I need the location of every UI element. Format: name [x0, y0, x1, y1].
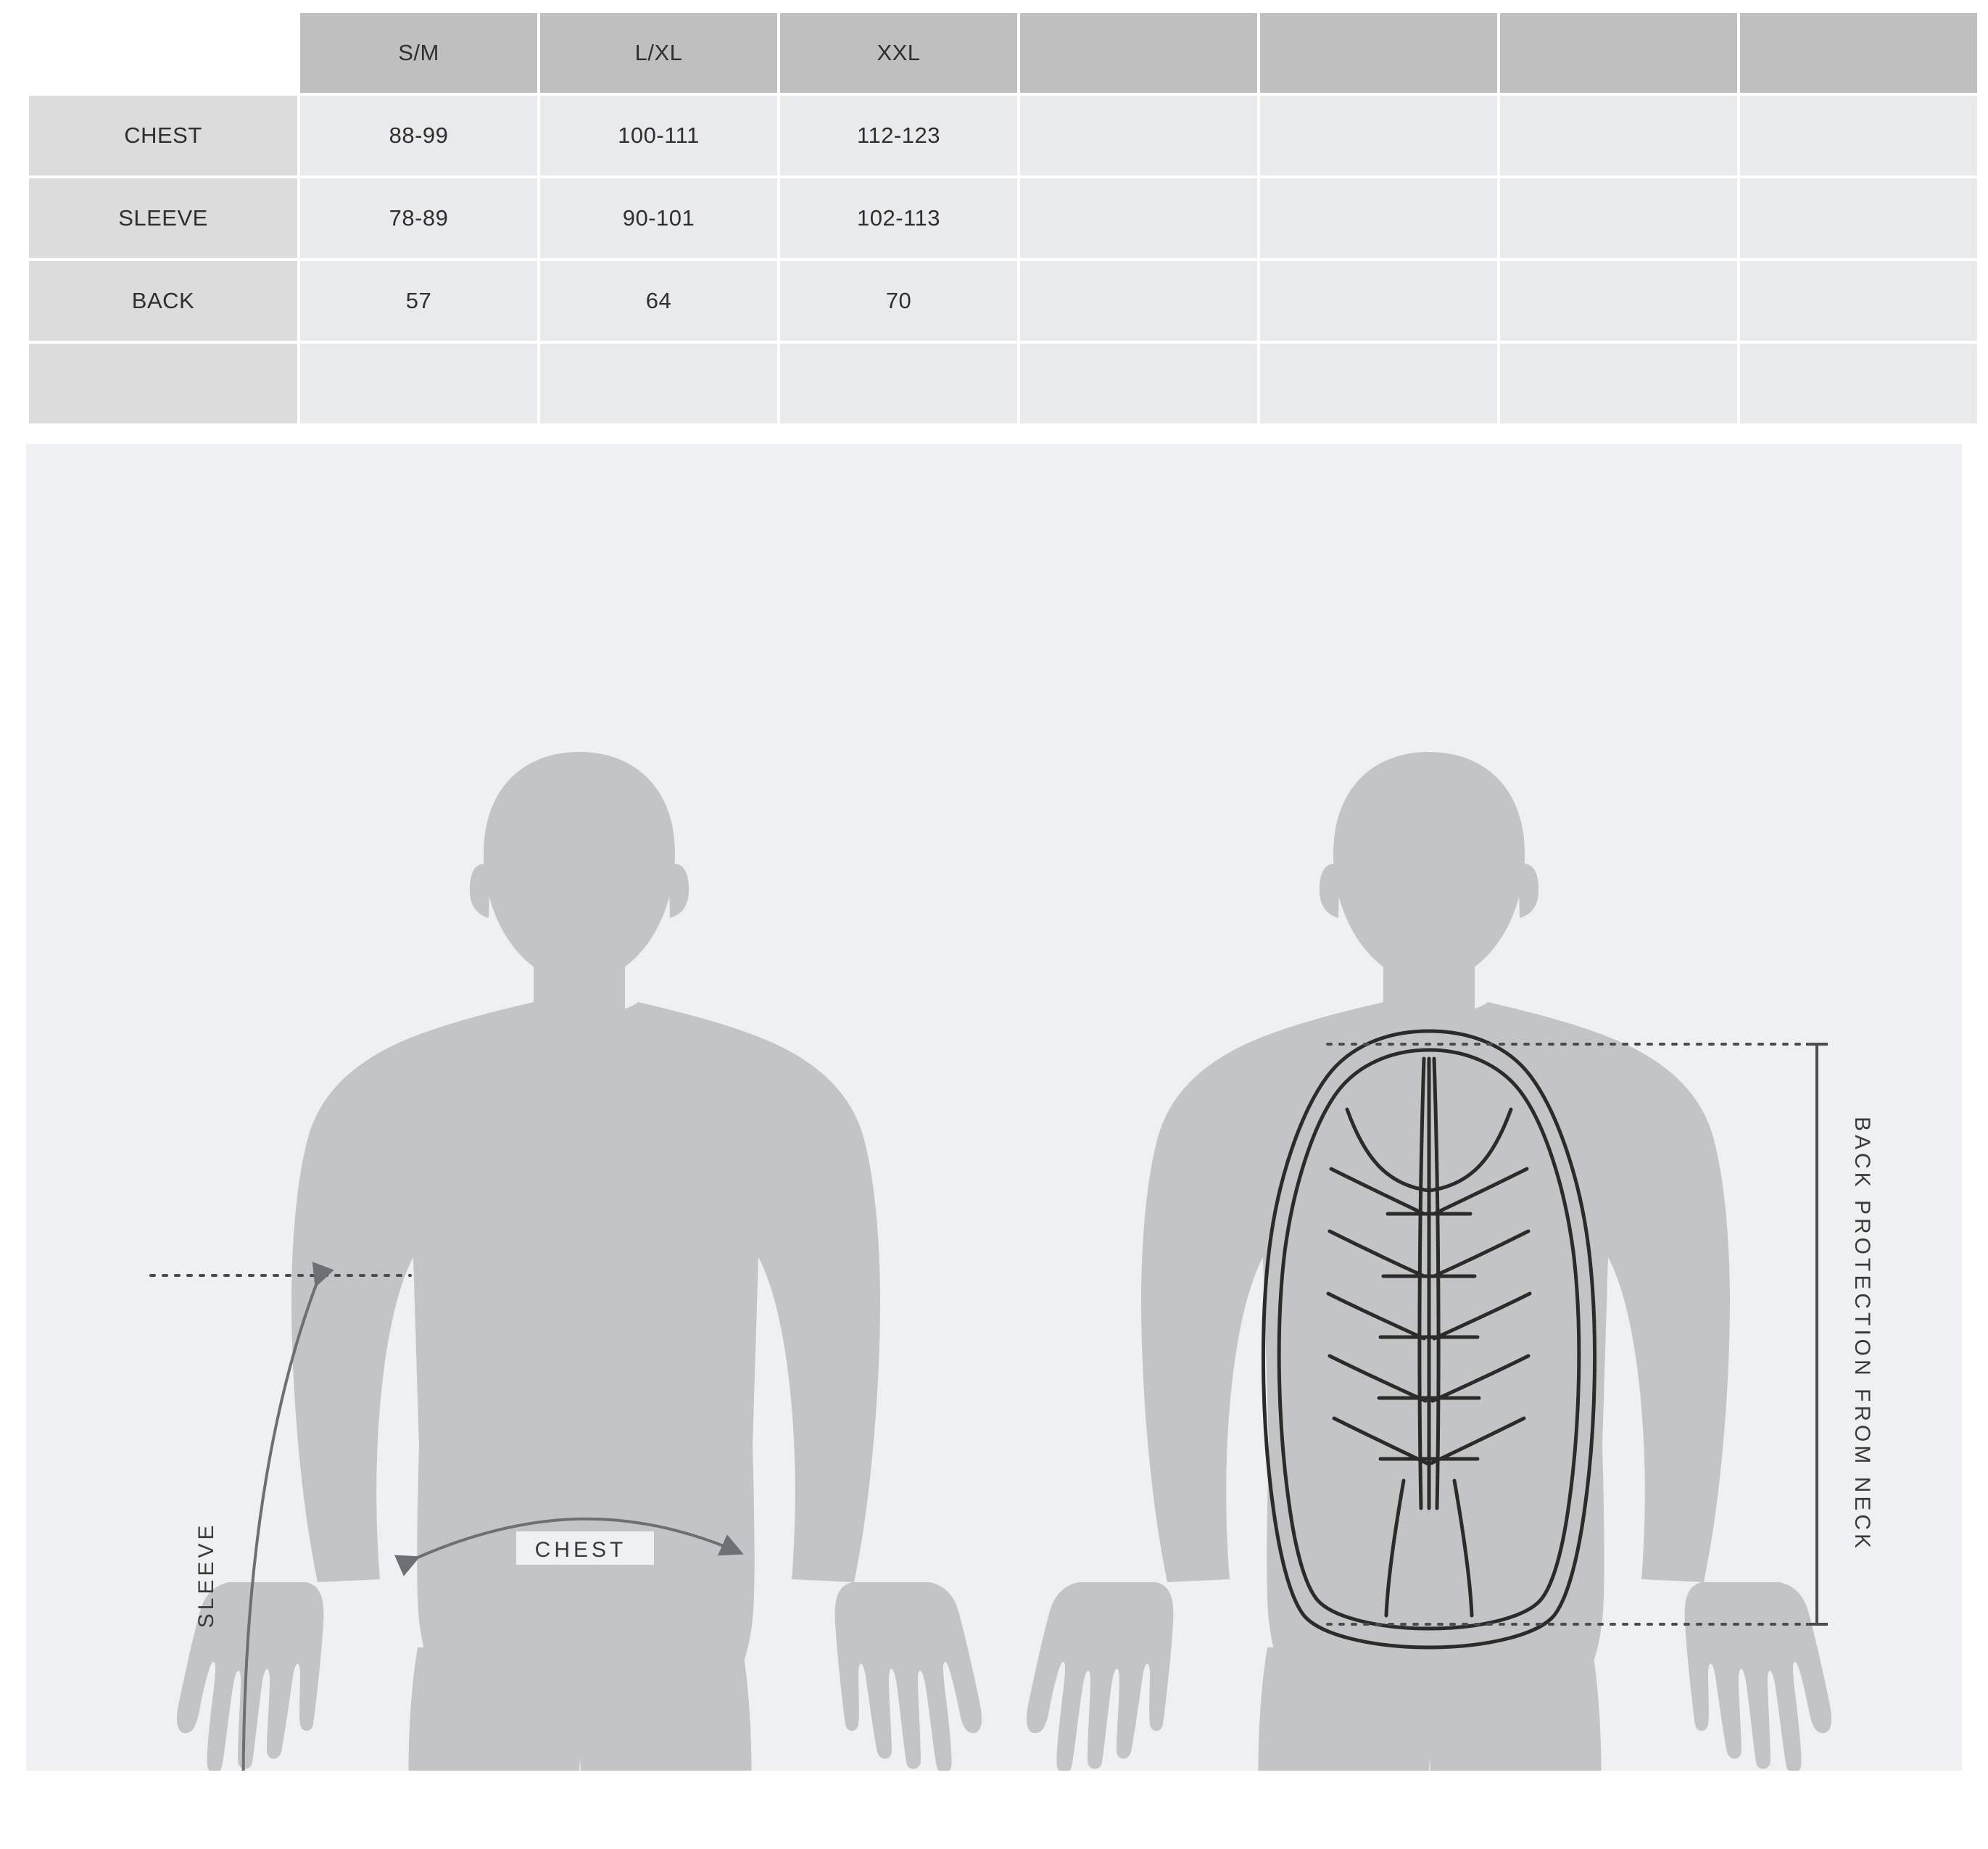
cell-back-blank-2 — [1260, 261, 1497, 341]
cell-chest-blank-3 — [1500, 96, 1737, 175]
table-row — [29, 261, 1977, 341]
back-protection-label: BACK PROTECTION FROM NECK — [1850, 1116, 1874, 1552]
cell-sleeve-blank-3 — [1500, 178, 1737, 258]
chest-label: CHEST — [534, 1538, 627, 1562]
footer-row-label — [29, 344, 297, 423]
footer-cell-7 — [1740, 344, 1977, 423]
cell-sleeve-xxl: 102-113 — [780, 178, 1017, 258]
sleeve-label: SLEEVE — [194, 1521, 218, 1629]
table-header-row — [29, 13, 1977, 93]
table-row — [29, 96, 1977, 175]
front-mannequin — [177, 752, 982, 1771]
table-header-blank-4 — [1740, 13, 1977, 93]
size-chart-table — [26, 10, 1980, 426]
cell-sleeve-blank-4 — [1740, 178, 1977, 258]
table-row — [29, 178, 1977, 258]
table-corner-cell — [29, 13, 297, 93]
cell-sleeve-lxl: 90-101 — [540, 178, 777, 258]
cell-back-blank-4 — [1740, 261, 1977, 341]
cell-chest-blank-1 — [1020, 96, 1257, 175]
measurement-diagram-panel — [26, 444, 1962, 1771]
cell-sleeve-blank-2 — [1260, 178, 1497, 258]
footer-cell-3 — [780, 344, 1017, 423]
table-header-xxl: XXL — [780, 13, 1017, 93]
cell-chest-blank-4 — [1740, 96, 1977, 175]
table-header-blank-3 — [1500, 13, 1737, 93]
cell-back-blank-3 — [1500, 261, 1737, 341]
footer-cell-2 — [540, 344, 777, 423]
size-chart-page — [0, 10, 1988, 1849]
cell-back-blank-1 — [1020, 261, 1257, 341]
footer-cell-5 — [1260, 344, 1497, 423]
cell-back-xxl: 70 — [780, 261, 1017, 341]
row-label-back: BACK — [29, 261, 297, 341]
table-header-lxl: L/XL — [540, 13, 777, 93]
table-header-blank-2 — [1260, 13, 1497, 93]
cell-back-lxl: 64 — [540, 261, 777, 341]
footer-cell-1 — [300, 344, 537, 423]
table-header-blank-1 — [1020, 13, 1257, 93]
footer-cell-6 — [1500, 344, 1737, 423]
table-footer-row — [29, 344, 1977, 423]
cell-chest-xxl: 112-123 — [780, 96, 1017, 175]
row-label-sleeve: SLEEVE — [29, 178, 297, 258]
cell-chest-sm: 88-99 — [300, 96, 537, 175]
cell-back-sm: 57 — [300, 261, 537, 341]
cell-chest-blank-2 — [1260, 96, 1497, 175]
row-label-chest: CHEST — [29, 96, 297, 175]
cell-sleeve-blank-1 — [1020, 178, 1257, 258]
table-header-sm: S/M — [300, 13, 537, 93]
cell-sleeve-sm: 78-89 — [300, 178, 537, 258]
footer-cell-4 — [1020, 344, 1257, 423]
cell-chest-lxl: 100-111 — [540, 96, 777, 175]
